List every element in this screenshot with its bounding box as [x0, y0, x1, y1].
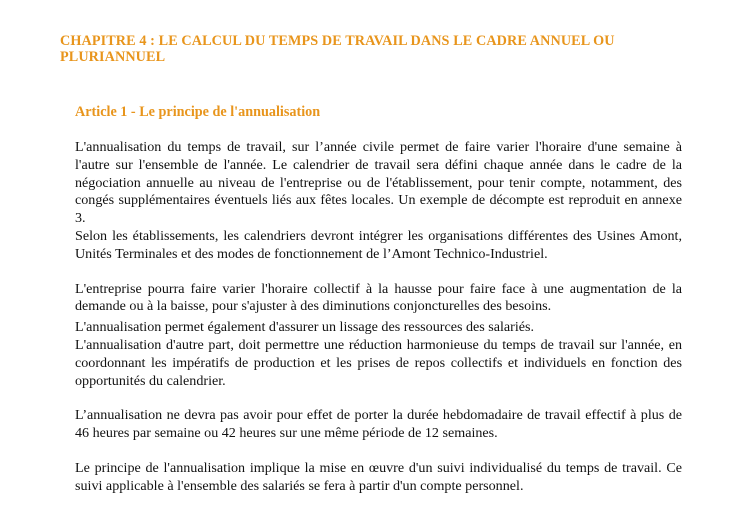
document-body — [75, 139, 682, 496]
article-title: Article 1 - Le principe de l'annualisation — [75, 104, 321, 120]
paragraph-lissage: L'annualisation permet également d'assurer un lissage des ressources des salariés. — [75, 319, 535, 336]
chapter-title: CHAPITRE 4 : LE CALCUL DU TEMPS DE TRAVAIL DANS LE CADRE ANNUEL OU PLURIANNUEL — [60, 33, 615, 65]
paragraph-annualisation-definition: L'annualisation du temps de travail, sur l’année civile permet de faire varier l'horaire d'une semaine à l'autre sur l'ensemble de l'année. Le calendrier de travail sera défini chaque année dans le cadre de la négociation annuelle au niveau de l'entreprise ou de l'établissement, pour tenir compte, notamment, des congés supplémentaires éventuels liés aux fêtes locales. Un exemple de décompte est reproduit en annexe 3. — [75, 139, 682, 227]
paragraph-suivi-individualise: Le principe de l'annualisation implique la mise en œuvre d'un suivi individualisé du temps de travail. Ce suivi applicable à l'ensemble des salariés se fera à partir d'un compte personnel. — [75, 459, 682, 494]
paragraph-duree-maximale: L’annualisation ne devra pas avoir pour effet de porter la durée hebdomadaire de travail effectif à plus de 46 heures par semaine ou 42 heures sur une même période de 12 semaines. — [75, 407, 682, 442]
paragraph-etablissements: Selon les établissements, les calendriers devront intégrer les organisations différentes des Usines Amont, Unités Terminales et des modes de fonctionnement de l’Amont Technico-Industriel. — [75, 227, 682, 262]
paragraph-reduction: L'annualisation d'autre part, doit permettre une réduction harmonieuse du temps de travail sur l'année, en coordonnant les impératifs de production et les prises de repos collectifs et individuels en fonction des opportunités du calendrier. — [75, 336, 682, 389]
paragraph-variation-horaire: L'entreprise pourra faire varier l'horaire collectif à la hausse pour faire face à une augmentation de la demande ou à la baisse, pour s'ajuster à des diminutions conjoncturelles des besoins. — [75, 280, 682, 315]
